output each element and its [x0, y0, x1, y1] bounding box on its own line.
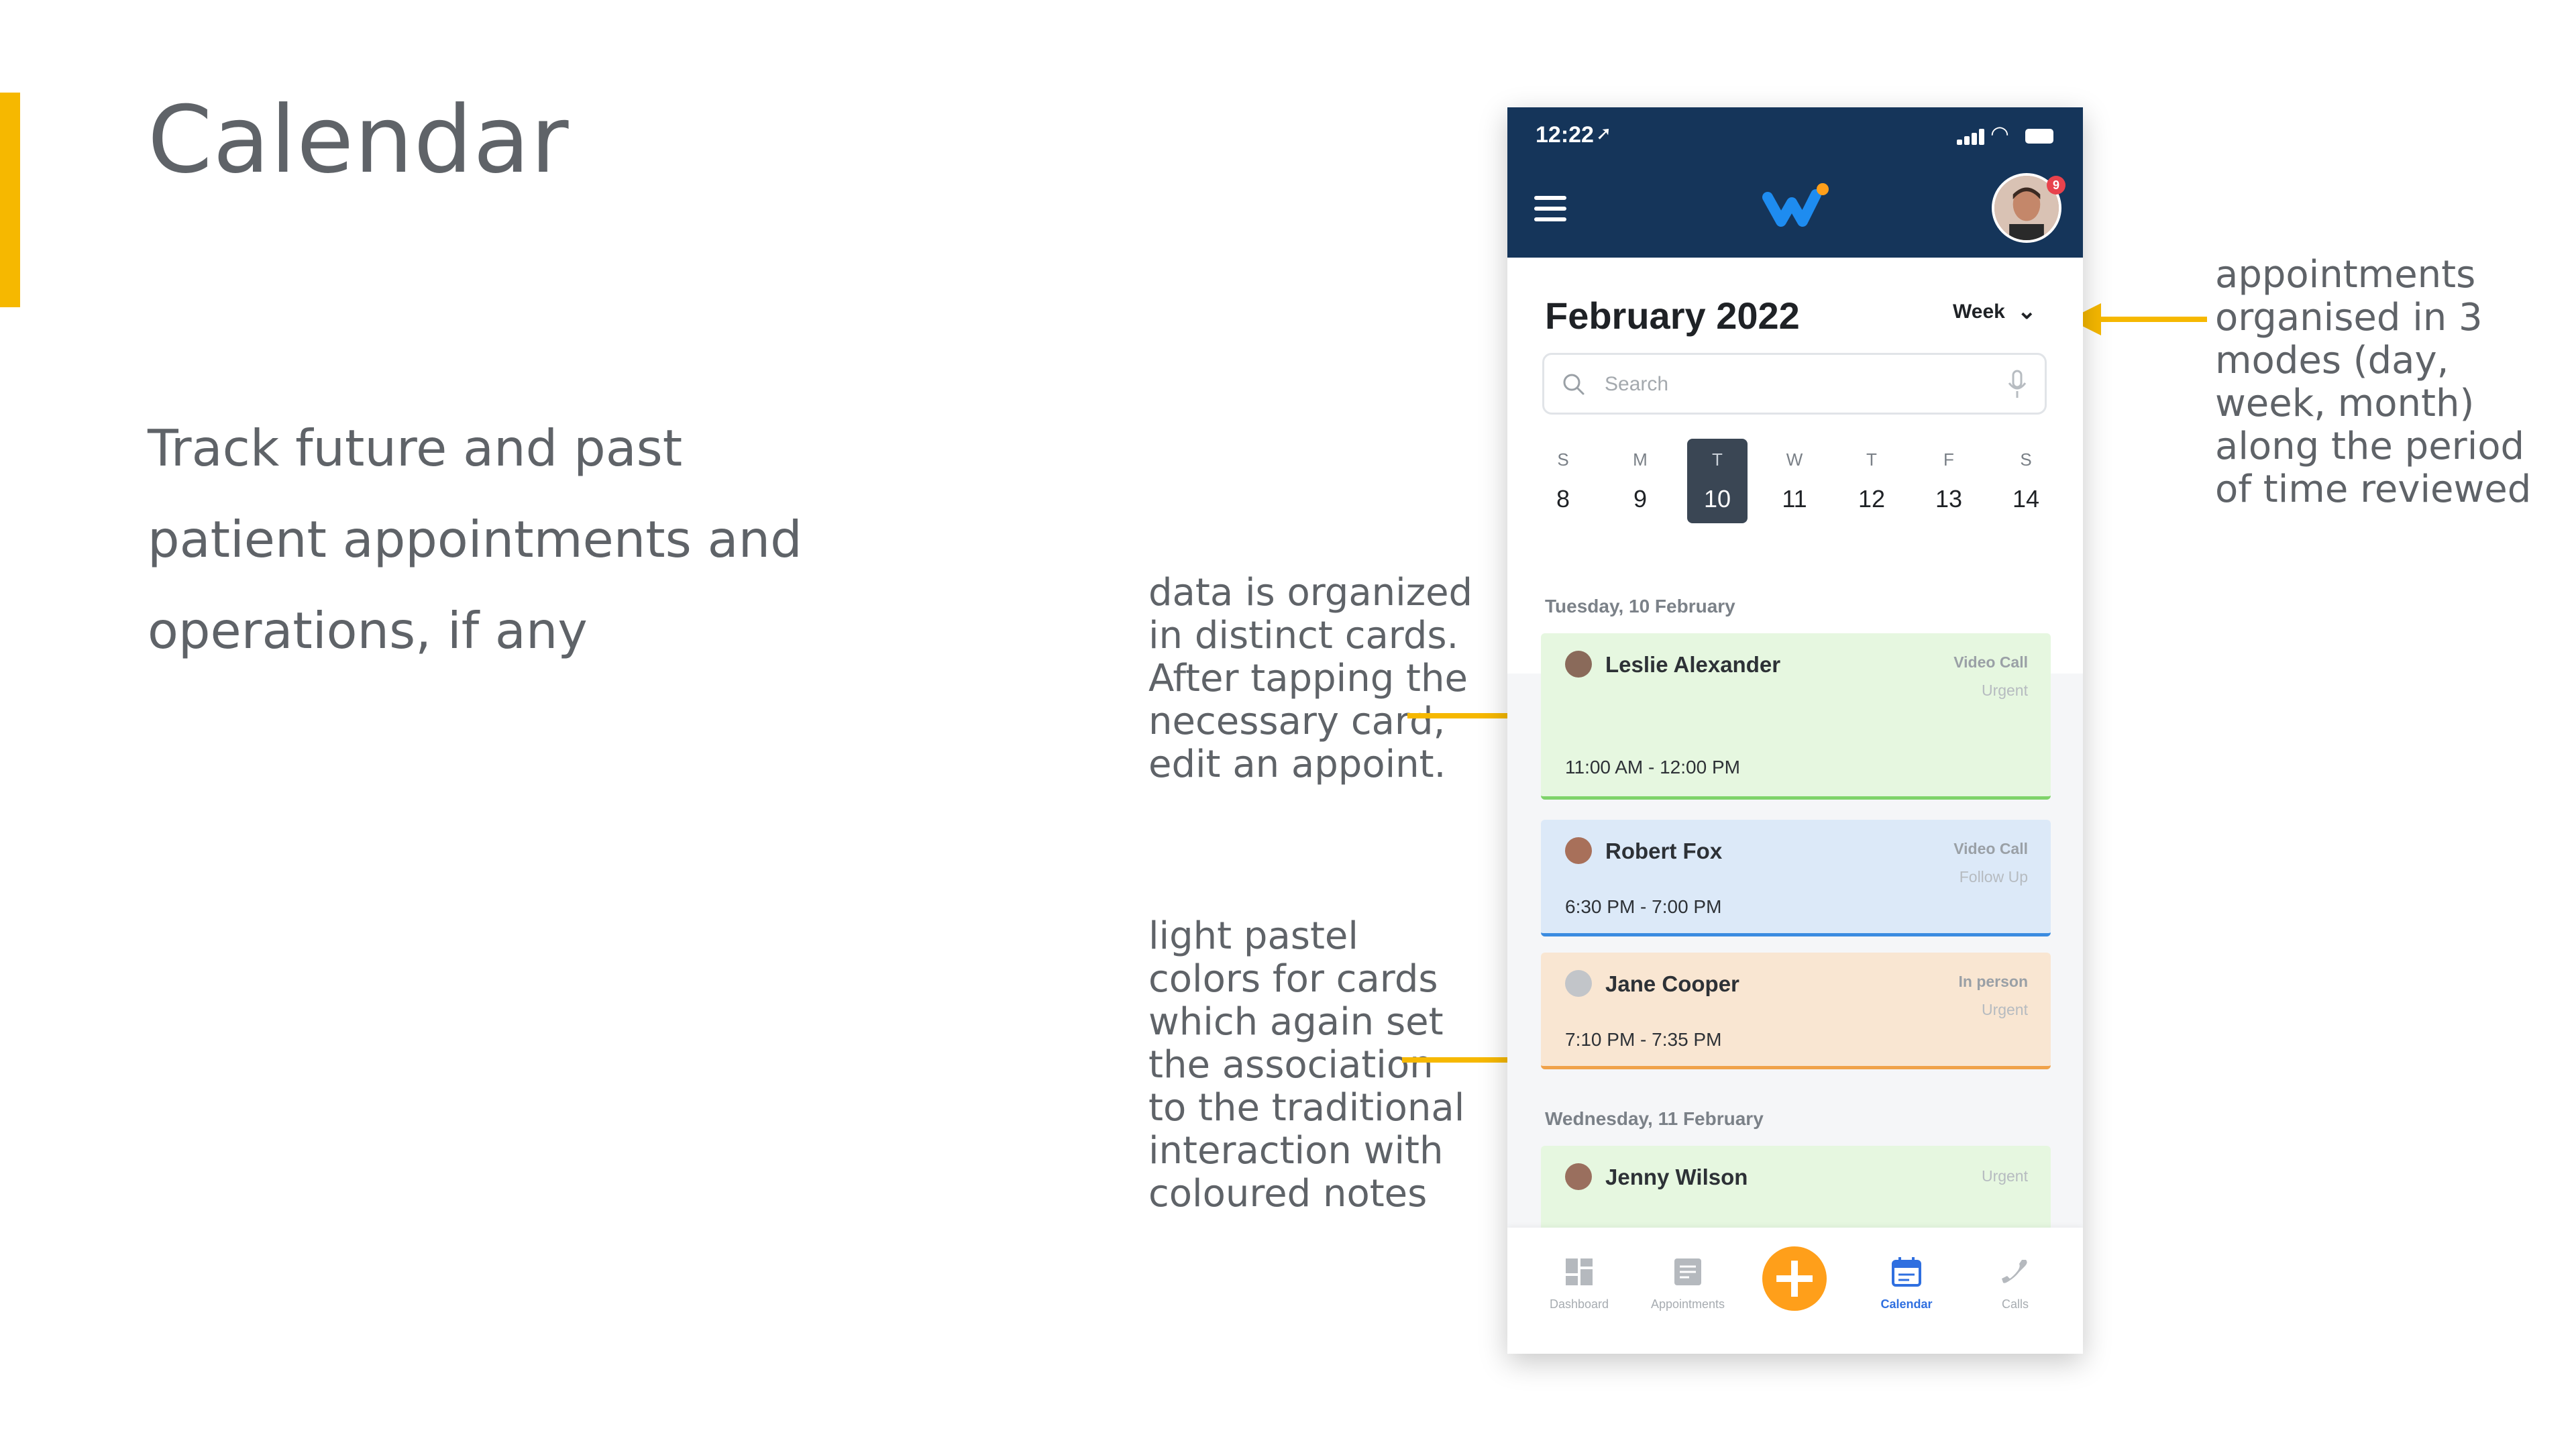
slide-title: Calendar	[148, 86, 570, 194]
week-day-3[interactable]	[1764, 439, 1825, 523]
patient-avatar	[1565, 970, 1592, 997]
day-number: 12	[1858, 485, 1886, 513]
date-section-header: Wednesday, 11 February	[1545, 1108, 1764, 1129]
signal-icon	[1957, 127, 1986, 145]
add-appointment-button[interactable]: +	[1762, 1246, 1827, 1311]
patient-name: Leslie Alexander	[1605, 652, 1781, 677]
appointment-tag: Urgent	[1981, 1001, 2028, 1018]
day-of-week-label: T	[1712, 449, 1723, 470]
accent-bar	[0, 93, 20, 307]
annotation-cards: data is organized in distinct cards. After tapping the necessary card, edit an appoint.	[1148, 571, 1473, 786]
appointment-type: Video Call	[1953, 653, 2028, 671]
patient-avatar	[1565, 837, 1592, 864]
tab-label: Calendar	[1880, 1297, 1933, 1311]
phone-screen	[1507, 107, 2083, 1354]
search-input[interactable]	[1605, 367, 1980, 402]
tab-dashboard[interactable]	[1529, 1256, 1629, 1311]
appointment-type: Video Call	[1953, 840, 2028, 857]
day-number: 9	[1633, 485, 1648, 513]
wifi-icon: ◠	[1990, 121, 2009, 146]
app-logo	[1762, 180, 1829, 233]
date-section-header: Tuesday, 10 February	[1545, 596, 1735, 616]
battery-icon	[2025, 129, 2053, 144]
dashboard-icon	[1563, 1256, 1595, 1288]
patient-avatar	[1565, 651, 1592, 678]
annotation-modes: appointments organised in 3 modes (day, week, month) along the period of time reviewed	[2215, 253, 2532, 511]
tab-label: Appointments	[1650, 1297, 1725, 1311]
tab-appointments[interactable]	[1638, 1256, 1738, 1311]
annotation-colors: light pastel colors for cards which again set the association to the traditional interaction with coloured notes	[1148, 914, 1465, 1216]
appointment-tag: Urgent	[1981, 1167, 2028, 1185]
tab-label: Calls	[2001, 1297, 2029, 1311]
appointment-tag: Follow Up	[1959, 868, 2028, 885]
slide-subtitle: Track future and past patient appointments and operations, if any	[148, 419, 802, 660]
calendar-icon	[1890, 1256, 1923, 1288]
patient-name: Robert Fox	[1605, 839, 1723, 863]
appointment-card[interactable]	[1541, 953, 2051, 1069]
patient-avatar	[1565, 1163, 1592, 1190]
location-arrow-icon: ➚	[1596, 123, 1612, 144]
appointment-time: 6:30 PM - 7:00 PM	[1565, 896, 1722, 917]
appointment-tag: Urgent	[1981, 682, 2028, 699]
day-number: 8	[1556, 485, 1570, 513]
week-day-0[interactable]	[1533, 439, 1593, 523]
day-of-week-label: S	[2020, 449, 2032, 470]
phone-icon	[1999, 1256, 2031, 1288]
appointment-type: In person	[1958, 973, 2028, 990]
week-strip	[1533, 439, 2063, 526]
appointments-icon	[1672, 1256, 1704, 1288]
chevron-down-icon[interactable]: ⌄	[2017, 299, 2037, 324]
microphone-icon[interactable]	[2007, 370, 2027, 399]
day-number: 10	[1703, 485, 1731, 513]
notification-badge: 9	[2047, 176, 2065, 195]
week-day-5[interactable]	[1919, 439, 1979, 523]
patient-name: Jane Cooper	[1605, 971, 1739, 996]
appointment-time: 7:10 PM - 7:35 PM	[1565, 1029, 1722, 1050]
week-day-1[interactable]	[1610, 439, 1670, 523]
day-of-week-label: W	[1786, 449, 1803, 470]
day-number: 14	[2012, 485, 2040, 513]
appointment-time: 11:00 AM - 12:00 PM	[1565, 757, 1740, 777]
month-title: February 2022	[1545, 294, 1800, 337]
app-header	[1507, 107, 2083, 258]
appointment-card[interactable]	[1541, 633, 2051, 800]
week-day-4[interactable]	[1841, 439, 1902, 523]
day-number: 13	[1935, 485, 1963, 513]
appointment-card[interactable]	[1541, 820, 2051, 936]
day-number: 11	[1782, 485, 1807, 513]
day-of-week-label: T	[1866, 449, 1877, 470]
hamburger-menu-icon[interactable]	[1534, 196, 1568, 223]
view-mode-select[interactable]: Week	[1953, 301, 2005, 323]
patient-name: Jenny Wilson	[1605, 1165, 1748, 1189]
tab-calendar[interactable]	[1856, 1256, 1957, 1311]
status-time: 12:22	[1536, 122, 1594, 148]
day-of-week-label: S	[1557, 449, 1569, 470]
search-bar[interactable]	[1542, 353, 2047, 415]
tab-label: Dashboard	[1549, 1297, 1609, 1311]
day-of-week-label: F	[1943, 449, 1954, 470]
bottom-tab-bar	[1507, 1228, 2083, 1354]
day-of-week-label: M	[1633, 449, 1648, 470]
tab-calls[interactable]	[1965, 1256, 2065, 1311]
search-icon	[1562, 372, 1586, 396]
week-day-6[interactable]	[1996, 439, 2056, 523]
week-day-2[interactable]	[1687, 439, 1748, 523]
